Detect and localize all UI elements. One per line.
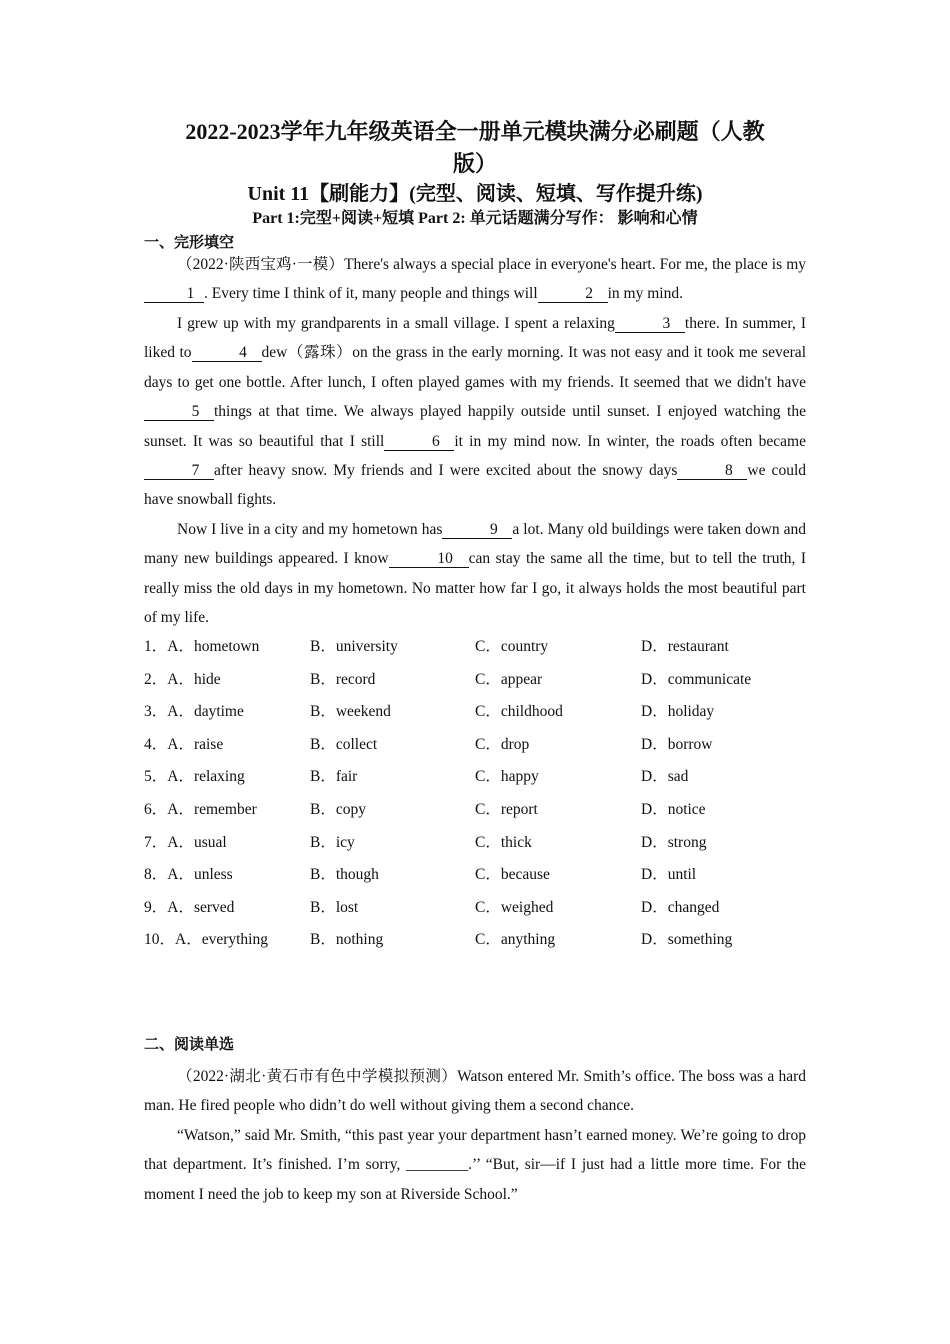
option-c: C．report — [475, 801, 538, 818]
blank-8: 8 — [677, 463, 747, 480]
option-c: C．because — [475, 866, 550, 883]
document-title — [144, 116, 806, 180]
option-a: 6．A．remember — [144, 801, 257, 818]
question-9 — [144, 895, 806, 921]
question-3 — [144, 699, 806, 725]
option-d: D．notice — [641, 801, 706, 818]
option-c: C．childhood — [475, 703, 563, 720]
option-b: B．weekend — [310, 703, 391, 720]
option-a: 10．A．everything — [144, 931, 268, 948]
option-d: D．sad — [641, 768, 689, 785]
option-a: 2．A．hide — [144, 671, 221, 688]
section-heading-cloze: 一、完形填空 — [144, 233, 235, 251]
cloze-paragraph-3: Now I live in a city and my hometown has 9 a lot. Many old buildings were taken down and many new buildings appeared. I know 10 can stay the same all the time, but to tell the truth, I really miss the old days in my hometown. No matter how far I go, it always holds the most beautiful part of my life. — [144, 521, 806, 627]
blank-9: 9 — [442, 522, 512, 539]
blank-3: 3 — [615, 316, 685, 333]
question-8 — [144, 862, 806, 888]
option-d: D．borrow — [641, 736, 713, 753]
blank-2: 2 — [538, 286, 608, 303]
section-heading-reading: 二、阅读单选 — [144, 1035, 235, 1053]
option-c: C．happy — [475, 768, 539, 785]
option-a: 3．A．daytime — [144, 703, 244, 720]
option-a: 9．A．served — [144, 899, 235, 916]
reading-paragraph-2: “Watson,” said Mr. Smith, “this past year your department hasn’t earned money. We’re going to drop that department. It’s finished. I’m sorry, ________.’’ “But, sir—if I just had a little more time. For the moment I need the job to keep my son at Riverside School.” — [144, 1127, 806, 1203]
blank-4: 4 — [192, 345, 262, 362]
question-4 — [144, 732, 806, 758]
option-d: D．strong — [641, 834, 707, 851]
blank-10: 10 — [389, 551, 469, 568]
cloze-paragraph-1: （2022·陕西宝鸡·一模）There's always a special place in everyone's heart. For me, the place is my1 . Every time I think of it, many people and things will 2 in my mind. — [144, 250, 806, 309]
option-d: D．communicate — [641, 671, 752, 688]
option-c: C．appear — [475, 671, 543, 688]
option-a: 1．A．hometown — [144, 638, 260, 655]
option-a: 8．A．unless — [144, 866, 233, 883]
option-b: B．record — [310, 671, 376, 688]
blank-6: 6 — [384, 434, 454, 451]
question-6 — [144, 797, 806, 823]
option-a: 4．A．raise — [144, 736, 224, 753]
option-c: C．country — [475, 638, 549, 655]
option-b: B．fair — [310, 768, 358, 785]
option-c: C．weighed — [475, 899, 554, 916]
blank-7: 7 — [144, 463, 214, 480]
option-b: B．lost — [310, 899, 359, 916]
option-b: B．collect — [310, 736, 378, 753]
unit-subtitle: Unit 11【刷能力】(完型、阅读、短填、写作提升练) — [247, 183, 703, 205]
reading-paragraph-1: （2022·湖北·黄石市有色中学模拟预测）Watson entered Mr. Smith’s office. The boss was a hard man. He fired people who didn’t do well without giving them a second chance. — [144, 1068, 806, 1115]
question-7 — [144, 830, 806, 856]
option-d: D．changed — [641, 899, 720, 916]
option-d: D．something — [641, 931, 733, 948]
option-d: D．until — [641, 866, 697, 883]
question-1 — [144, 634, 806, 660]
option-a: 5．A．relaxing — [144, 768, 245, 785]
cloze-paragraph-2: I grew up with my grandparents in a small village. I spent a relaxing 3 there. In summer, I liked to 4 dew（露珠）on the grass in the early morning. It was not easy and it took me several days to get one bottle. After lunch, I often played games with my friends. It seemed that we didn't have5 things at that time. We always played happily outside until sunset. I enjoyed watching the sunset. It was so beautiful that I still 6 it in my mind now. In winter, the roads often became7 after heavy snow. My friends and I were excited about the snowy days 8 we could have snowball fights. — [144, 315, 806, 509]
option-b: B．university — [310, 638, 398, 655]
question-2 — [144, 667, 806, 693]
blank-1: 1 — [144, 286, 204, 303]
blank-5: 5 — [144, 404, 214, 421]
option-c: C．thick — [475, 834, 532, 851]
option-c: C．anything — [475, 931, 556, 948]
option-a: 7．A．usual — [144, 834, 227, 851]
question-10 — [144, 927, 806, 953]
option-b: B．copy — [310, 801, 366, 818]
option-d: D．holiday — [641, 703, 715, 720]
option-b: B．nothing — [310, 931, 384, 948]
title-line-1: 2022-2023学年九年级英语全一册单元模块满分必刷题（人教 — [185, 119, 765, 144]
question-5 — [144, 764, 806, 790]
option-b: B．though — [310, 866, 379, 883]
option-d: D．restaurant — [641, 638, 729, 655]
title-line-2: 版） — [452, 151, 497, 176]
option-b: B．icy — [310, 834, 355, 851]
parts-line: Part 1:完型+阅读+短填 Part 2: 单元话题满分写作： 影响和心情 — [252, 210, 698, 227]
option-c: C．drop — [475, 736, 530, 753]
